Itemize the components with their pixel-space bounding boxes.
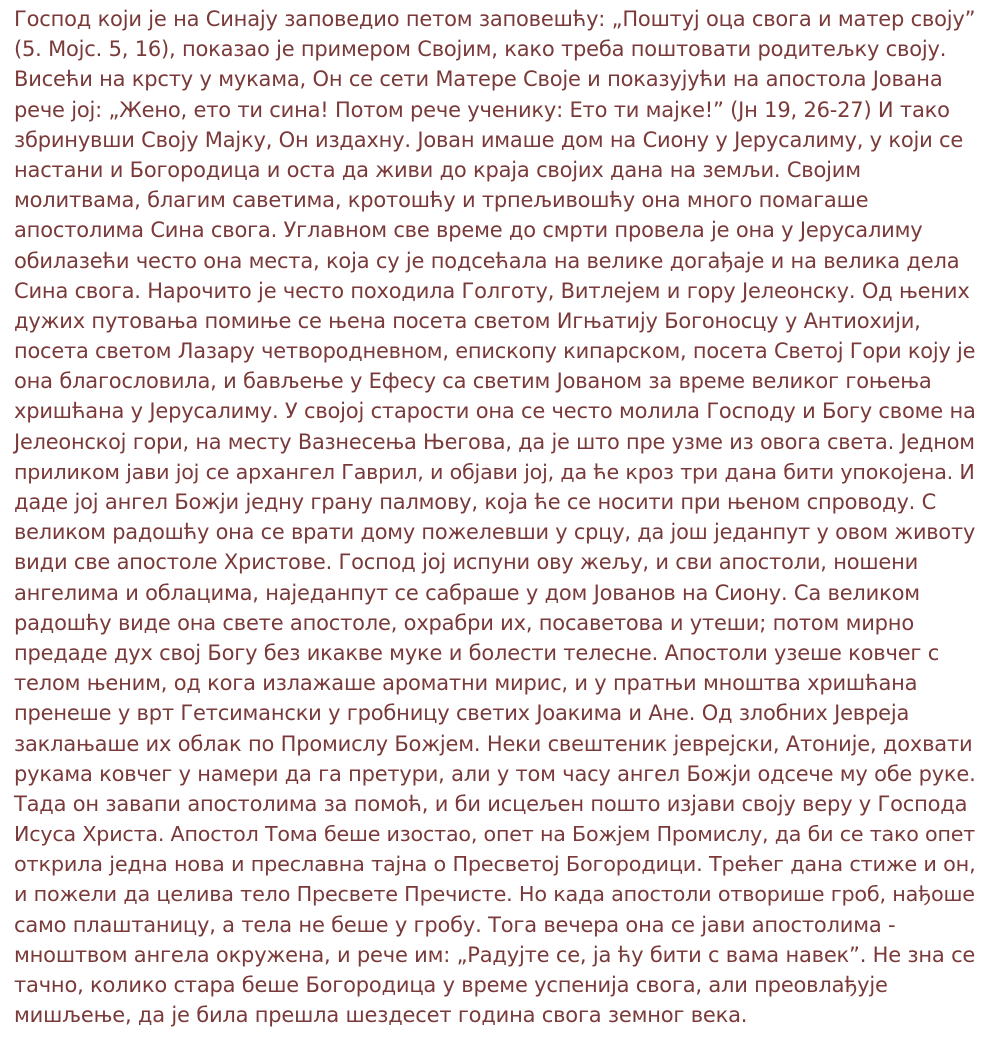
text-line: настани и Богородица и оста да живи до краја својих дана на земљи. Својим xyxy=(14,157,861,182)
text-line: ангелима и облацима, наједанпут се сабраше у дом Јованов на Сиону. Са великом xyxy=(14,580,920,605)
text-line: великом радошћу она се врати дому пожелевши у срцу, да још једанпут у овом животу xyxy=(14,520,976,545)
text-line: дужих путовања помиње се њена посета светом Игњатију Богоносцу у Антиохији, xyxy=(14,308,921,333)
text-line: телом њеним, од кога излажаше ароматни мирис, и у пратњи мноштва хришћана xyxy=(14,671,918,696)
text-line: види све апостоле Христове. Господ јој испуни ову жељу, и сви апостоли, ношени xyxy=(14,550,919,575)
text-line: апостолима Сина свога. Углавном све време до смрти провела је она у Јерусалиму xyxy=(14,218,923,243)
text-line: молитвама, благим саветима, кротошћу и трпељивошћу она много помагаше xyxy=(14,188,869,213)
text-line: заклањаше их облак по Промислу Божјем. Неки свештеник јеврејски, Атоније, дохвати xyxy=(14,731,973,756)
text-line: пренеше у врт Гетсимански у гробницу светих Јоакима и Ане. Од злобних Јевреја xyxy=(14,701,910,726)
text-line: хришћана у Јерусалиму. У својој старости она се често молила Господу и Богу своме на xyxy=(14,399,976,424)
text-line: рече јој: „Жено, ето ти сина! Потом рече ученику: Ето ти мајке!” (Јн 19, 26-27) И тако xyxy=(14,97,950,122)
text-line: мишљење, да је била прешла шездесет година свога земног века. xyxy=(14,1003,748,1028)
text-line: Тада он завапи апостолима за помоћ, и би исцељен пошто изјави своју веру у Господа xyxy=(14,791,968,816)
text-line: она благословила, и бављење у Ефесу са светим Јованом за време великог гоњења xyxy=(14,369,932,394)
text-line: мноштвом ангела окружена, и рече им: „Радујте се, ја ћу бити с вама навек”. Не зна се xyxy=(14,942,976,967)
text-line: обилазећи често она места, која су је подсећала на велике догађаје и на велика дела xyxy=(14,248,960,273)
text-line: посета светом Лазару четвородневном, епископу кипарском, посета Светој Гори коју је xyxy=(14,339,976,364)
text-line: Јелеонској гори, на месту Вазнесења Његова, да је што пре узме из овога света. Једном xyxy=(14,429,975,454)
text-line: рукама ковчег у намери да га претури, али у том часу ангел Божји одсече му обе руке. xyxy=(14,761,976,786)
text-line: и пожели да целива тело Пресвете Пречисте. Но када апостоли отворише гроб, нађоше xyxy=(14,882,975,907)
text-line: Сина свога. Нарочито је често походила Голготу, Витлејем и гору Јелеонску. Од њених xyxy=(14,278,970,303)
text-line: открила једна нова и преславна тајна о Пресветој Богородици. Трећег дана стиже и он, xyxy=(14,852,976,877)
text-line: приликом јави јој се архангел Гаврил, и објави јој, да ће кроз три дана бити упокојена. И xyxy=(14,459,975,484)
text-line: Исуса Христа. Апостол Тома беше изостао, опет на Божјем Промислу, да би се тако опет xyxy=(14,822,976,847)
text-line: предаде дух свој Богу без икакве муке и болести телесне. Апостоли узеше ковчег с xyxy=(14,640,940,665)
document-text xyxy=(14,4,974,1030)
text-line: (5. Мојс. 5, 16), показао је примером Својим, како треба поштовати родитељку своју. xyxy=(14,37,947,62)
text-line: само плаштаницу, а тела не беше у гробу. Тога вечера она се јави апостолима - xyxy=(14,912,896,937)
text-line: тачно, колико стара беше Богородица у време успенија свога, али преовлађује xyxy=(14,973,888,997)
text-line: радошћу виде она свете апостоле, охрабри их, посаветова и утеши; потом мирно xyxy=(14,610,914,635)
text-line: Висећи на крсту у мукама, Он се сети Матере Своје и показујући на апостола Јована xyxy=(14,67,943,92)
text-line: збринувши Своју Мајку, Он издахну. Јован имаше дом на Сиону у Јерусалиму, у који се xyxy=(14,127,964,152)
text-line: даде јој ангел Божји једну грану палмову, која ће се носити при њеном спроводу. С xyxy=(14,490,937,514)
text-line: Господ који је на Синају заповедио петом заповешћу: „Поштуј оца свога и матер своју” xyxy=(14,7,976,31)
